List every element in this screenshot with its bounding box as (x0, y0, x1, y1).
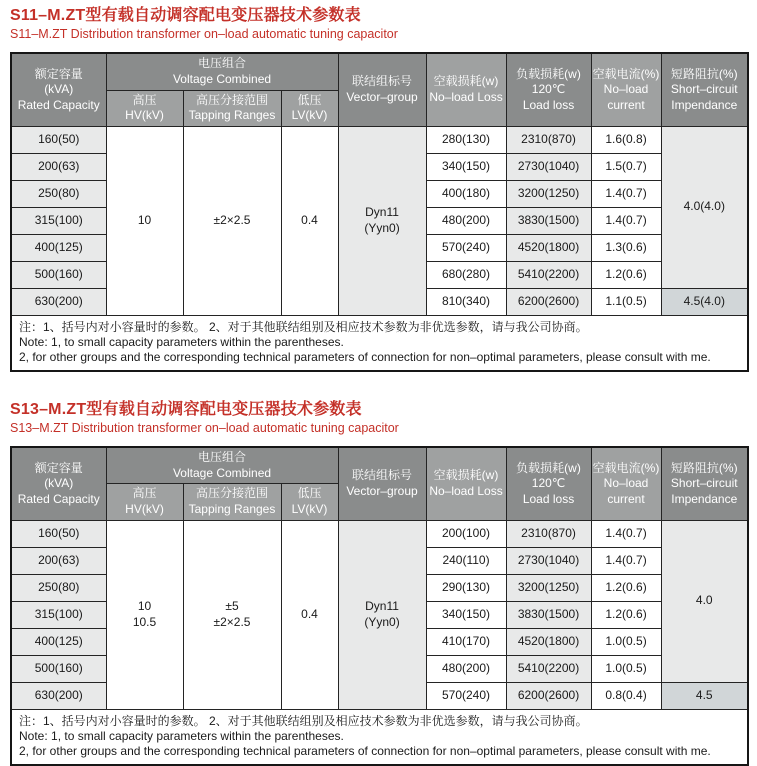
notes-cell (11, 315, 748, 371)
s11-subtitle-en: S11–M.ZT Distribution transformer on–load automatic tuning capacitor (10, 27, 398, 42)
cell-load-loss: 2730(1040) (506, 547, 591, 574)
header-hv: 高压 HV(kV) (106, 484, 183, 520)
cell-capacity: 400(125) (11, 628, 106, 655)
header-rated-capacity: 额定容量 (kVA) Rated Capacity (11, 447, 106, 520)
cell-tapping: ±5 ±2×2.5 (183, 520, 281, 709)
header-vector-group: 联结组标号 Vector–group (338, 53, 426, 126)
cell-load-loss: 3830(1500) (506, 601, 591, 628)
header-lv: 低压 LV(kV) (281, 484, 338, 520)
header-row-1 (11, 447, 748, 484)
cell-no-load-loss: 400(180) (426, 180, 506, 207)
header-tapping-ranges: 高压分接范围 Tapping Ranges (183, 90, 281, 126)
cell-load-loss: 2310(870) (506, 520, 591, 547)
cell-load-loss: 3200(1250) (506, 180, 591, 207)
note-en-2: 2, for other groups and the corresponding technical parameters of connection for non–optimal parameters, please consult with me. (19, 350, 711, 365)
cell-capacity: 315(100) (11, 207, 106, 234)
cell-no-load-current: 1.2(0.6) (591, 574, 661, 601)
cell-no-load-loss: 810(340) (426, 288, 506, 315)
cell-no-load-loss: 200(100) (426, 520, 506, 547)
cell-no-load-current: 1.4(0.7) (591, 520, 661, 547)
cell-lv: 0.4 (281, 520, 338, 709)
cell-no-load-current: 1.4(0.7) (591, 207, 661, 234)
cell-tapping: ±2×2.5 (183, 126, 281, 315)
cell-load-loss: 6200(2600) (506, 288, 591, 315)
header-no-load-current: 空载电流(%) No–load current (591, 447, 661, 520)
notes-cell (11, 709, 748, 765)
s13-title-zh: S13–M.ZT型有载自动调容配电变压器技术参数表 (10, 400, 362, 418)
s11-parameters-table (10, 52, 749, 371)
table-row (11, 520, 748, 547)
cell-load-loss: 4520(1800) (506, 234, 591, 261)
header-short-circuit-impedance: 短路阻抗(%) Short–circuit Impendance (661, 53, 748, 126)
cell-no-load-current: 1.0(0.5) (591, 628, 661, 655)
cell-impedance-last: 4.5(4.0) (661, 288, 748, 315)
note-en-1: Note: 1, to small capacity parameters within the parentheses. (19, 335, 344, 350)
cell-capacity: 400(125) (11, 234, 106, 261)
cell-no-load-current: 1.2(0.6) (591, 261, 661, 288)
cell-capacity: 630(200) (11, 288, 106, 315)
cell-no-load-loss: 410(170) (426, 628, 506, 655)
cell-no-load-loss: 570(240) (426, 234, 506, 261)
cell-load-loss: 3200(1250) (506, 574, 591, 601)
cell-load-loss: 5410(2200) (506, 261, 591, 288)
cell-no-load-current: 1.5(0.7) (591, 153, 661, 180)
note-en-1: Note: 1, to small capacity parameters within the parentheses. (19, 728, 344, 743)
s13-subtitle-en: S13–M.ZT Distribution transformer on–load automatic tuning capacitor (10, 421, 399, 436)
header-tapping-ranges: 高压分接范围 Tapping Ranges (183, 484, 281, 520)
s11-title-zh: S11–M.ZT型有载自动调容配电变压器技术参数表 (10, 7, 361, 24)
cell-vector-group: Dyn11 (Yyn0) (338, 520, 426, 709)
header-hv: 高压 HV(kV) (106, 90, 183, 126)
notes-row (11, 315, 748, 371)
cell-hv: 10 10.5 (106, 520, 183, 709)
cell-no-load-loss: 480(200) (426, 655, 506, 682)
cell-no-load-loss: 480(200) (426, 207, 506, 234)
cell-lv: 0.4 (281, 126, 338, 315)
cell-no-load-loss: 340(150) (426, 601, 506, 628)
cell-capacity: 160(50) (11, 126, 106, 153)
s11-section (10, 7, 747, 372)
cell-capacity: 200(63) (11, 547, 106, 574)
header-no-load-loss: 空载损耗(w) No–load Loss (426, 447, 506, 520)
cell-load-loss: 5410(2200) (506, 655, 591, 682)
header-voltage-combined: 电压组合 Voltage Combined (106, 53, 338, 90)
cell-load-loss: 2310(870) (506, 126, 591, 153)
cell-no-load-current: 1.4(0.7) (591, 180, 661, 207)
cell-load-loss: 4520(1800) (506, 628, 591, 655)
cell-no-load-loss: 290(130) (426, 574, 506, 601)
cell-no-load-loss: 680(280) (426, 261, 506, 288)
header-no-load-current: 空载电流(%) No–load current (591, 53, 661, 126)
cell-load-loss: 2730(1040) (506, 153, 591, 180)
note-zh: 注：1、括号内对小容量时的参数。 2、对于其他联结组别及相应技术参数为非优选参数，请与我公司协商。 (19, 713, 588, 728)
header-lv: 低压 LV(kV) (281, 90, 338, 126)
cell-capacity: 500(160) (11, 261, 106, 288)
cell-capacity: 500(160) (11, 655, 106, 682)
header-row-1 (11, 53, 748, 90)
cell-impedance: 4.0(4.0) (661, 126, 748, 288)
cell-load-loss: 3830(1500) (506, 207, 591, 234)
header-no-load-loss: 空载损耗(w) No–load Loss (426, 53, 506, 126)
s13-section (10, 401, 747, 766)
header-vector-group: 联结组标号 Vector–group (338, 447, 426, 520)
cell-capacity: 250(80) (11, 180, 106, 207)
note-zh: 注：1、括号内对小容量时的参数。 2、对于其他联结组别及相应技术参数为非优选参数，请与我公司协商。 (19, 319, 588, 334)
header-short-circuit-impedance: 短路阻抗(%) Short–circuit Impendance (661, 447, 748, 520)
cell-capacity: 630(200) (11, 682, 106, 709)
table-row (11, 126, 748, 153)
cell-hv: 10 (106, 126, 183, 315)
notes-row (11, 709, 748, 765)
header-load-loss: 负载损耗(w) 120℃ Load loss (506, 447, 591, 520)
header-rated-capacity: 额定容量 (kVA) Rated Capacity (11, 53, 106, 126)
cell-no-load-current: 1.1(0.5) (591, 288, 661, 315)
cell-vector-group: Dyn11 (Yyn0) (338, 126, 426, 315)
cell-no-load-loss: 340(150) (426, 153, 506, 180)
cell-capacity: 200(63) (11, 153, 106, 180)
cell-no-load-current: 1.0(0.5) (591, 655, 661, 682)
cell-impedance-last: 4.5 (661, 682, 748, 709)
header-voltage-combined: 电压组合 Voltage Combined (106, 447, 338, 484)
header-load-loss: 负载损耗(w) 120℃ Load loss (506, 53, 591, 126)
cell-no-load-current: 1.6(0.8) (591, 126, 661, 153)
cell-no-load-loss: 570(240) (426, 682, 506, 709)
cell-capacity: 315(100) (11, 601, 106, 628)
cell-no-load-loss: 240(110) (426, 547, 506, 574)
cell-capacity: 250(80) (11, 574, 106, 601)
cell-no-load-loss: 280(130) (426, 126, 506, 153)
cell-no-load-current: 0.8(0.4) (591, 682, 661, 709)
cell-no-load-current: 1.4(0.7) (591, 547, 661, 574)
cell-no-load-current: 1.2(0.6) (591, 601, 661, 628)
cell-no-load-current: 1.3(0.6) (591, 234, 661, 261)
cell-load-loss: 6200(2600) (506, 682, 591, 709)
cell-impedance: 4.0 (661, 520, 748, 682)
cell-capacity: 160(50) (11, 520, 106, 547)
note-en-2: 2, for other groups and the corresponding technical parameters of connection for non–optimal parameters, please consult with me. (19, 744, 711, 759)
s13-parameters-table (10, 446, 749, 765)
